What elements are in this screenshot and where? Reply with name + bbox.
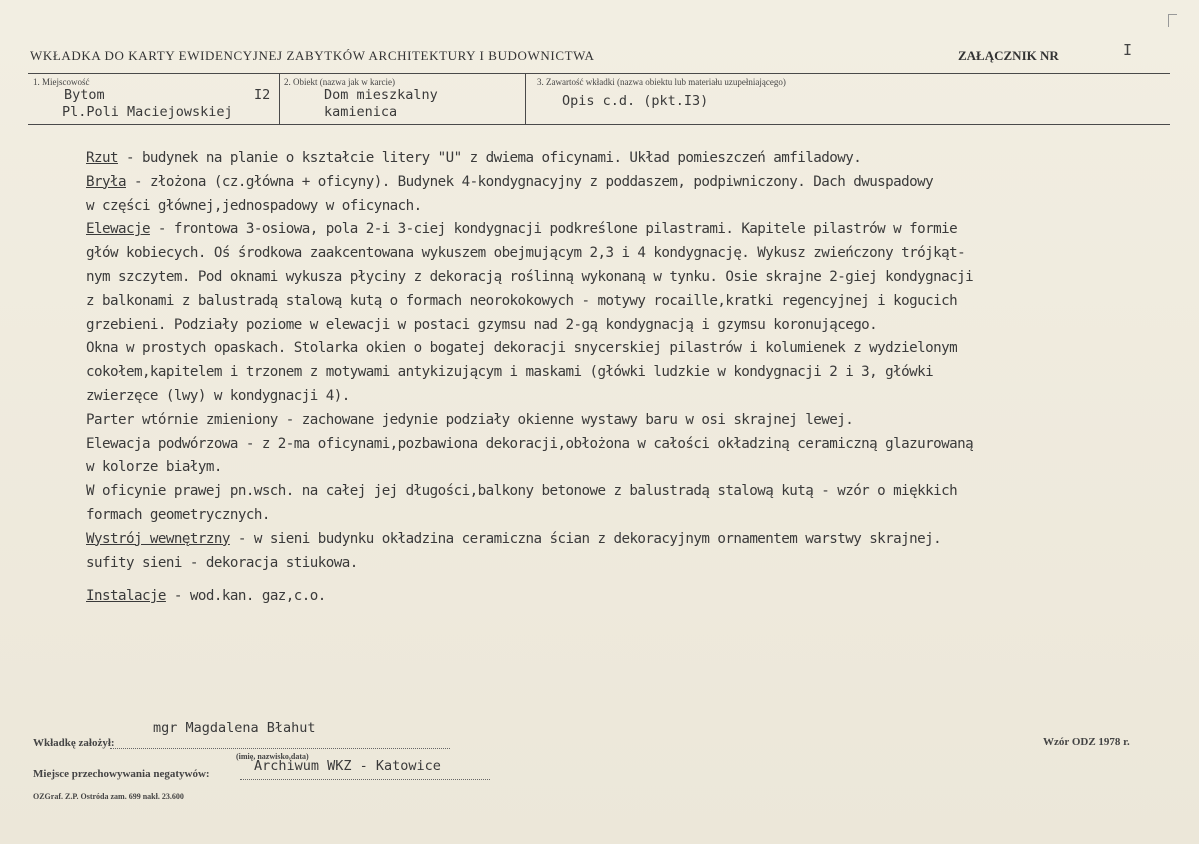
field1-label: 1. Miejscowość xyxy=(33,77,90,87)
field2-line2: kamienica xyxy=(324,104,398,120)
field2-label: 2. Obiekt (nazwa jak w karcie) xyxy=(284,77,395,87)
body-line: Bryła - złożona (cz.główna + oficyny). Budynek 4-kondygnacyjny z poddaszem, podpiwniczony. Dach dwuspadowy xyxy=(86,173,934,190)
author-label: Wkładkę założył: xyxy=(33,737,115,749)
body-line: w kolorze białym. xyxy=(86,459,222,476)
body-line: formach geometrycznych. xyxy=(86,506,270,523)
body-line: Instalacje - wod.kan. gaz,c.o. xyxy=(86,588,326,605)
attachment-number: I xyxy=(1123,41,1133,59)
form-title: WKŁADKA DO KARTY EWIDENCYJNEJ ZABYTKÓW ARCHITEKTURY I BUDOWNICTWA xyxy=(30,48,595,63)
author-dotted-line xyxy=(110,748,450,749)
section-heading-bryla: Bryła xyxy=(86,173,126,190)
body-line: cokołem,kapitelem i trzonem z motywami antykizującym i maskami (główki ludzkie w kondygnacji 2 i 3, główki xyxy=(86,364,934,381)
field-divider-2 xyxy=(525,73,526,124)
section-heading-wystroj: Wystrój wewnętrzny xyxy=(86,530,230,547)
attachment-label: ZAŁĄCZNIK NR xyxy=(958,48,1059,63)
field1-number: I2 xyxy=(254,87,271,103)
author-value: mgr Magdalena Błahut xyxy=(153,720,316,736)
printer-info: OZGraf. Z.P. Ostróda zam. 699 nakł. 23.600 xyxy=(33,792,184,801)
field2-line1: Dom mieszkalny xyxy=(324,87,438,103)
body-line: Wystrój wewnętrzny - w sieni budynku okładzina ceramiczna ścian z dekoracyjnym ornamentem warstwy skrajnej. xyxy=(86,530,942,547)
section-heading-rzut: Rzut xyxy=(86,150,118,166)
field3-value: Opis c.d. (pkt.I3) xyxy=(562,93,709,109)
body-line: w części głównej,jednospadowy w oficynach. xyxy=(86,197,422,214)
corner-mark xyxy=(1168,14,1177,27)
body-line: sufity sieni - dekoracja stiukowa. xyxy=(86,554,358,571)
body-line: Okna w prostych opaskach. Stolarka okien o bogatej dekoracji snycerskiej pilastrów i kolumienek z wydzielonym xyxy=(86,340,958,357)
field3-label: 3. Zawartość wkładki (nazwa obiektu lub materiału uzupełniającego) xyxy=(537,77,786,87)
body-line: głów kobiecych. Oś środkowa zaakcentowana wykuszem obejmującym 2,3 i 4 kondygnację. Wykusz zwieńczony trójkąt- xyxy=(86,245,966,262)
storage-label: Miejsce przechowywania negatywów: xyxy=(33,768,210,780)
field1-line1: Bytom xyxy=(64,87,105,103)
body-line: nym szczytem. Pod oknami wykusza płyciny z dekoracją roślinną wykonaną w tynku. Osie skrajne 2-giej kondygnacji xyxy=(86,268,974,285)
author-hint: (imię, nazwisko,data) xyxy=(236,752,309,761)
storage-value: Archiwum WKZ - Katowice xyxy=(254,758,441,774)
storage-dotted-line xyxy=(240,779,490,780)
field1-line2: Pl.Poli Maciejowskiej xyxy=(62,104,233,120)
form-model: Wzór ODZ 1978 r. xyxy=(1043,736,1130,748)
description-body xyxy=(86,147,1176,609)
body-line: zwierzęce (lwy) w kondygnacji 4). xyxy=(86,387,350,404)
body-line: W oficynie prawej pn.wsch. na całej jej długości,balkony betonowe z balustradą stalową kutą - wzór o miękkich xyxy=(86,483,958,500)
section-heading-instalacje: Instalacje xyxy=(86,588,166,605)
header-rule-bottom xyxy=(28,124,1170,125)
body-line: Elewacja podwórzowa - z 2-ma oficynami,pozbawiona dekoracji,obłożona w całości okładziną ceramiczną glazurowaną xyxy=(86,435,974,452)
body-line: Rzut - budynek na planie o kształcie litery "U" z dwiema oficynami. Układ pomieszczeń amfiladowy. xyxy=(86,150,862,166)
body-line: Parter wtórnie zmieniony - zachowane jedynie podziały okienne wystawy baru w osi skrajnej lewej. xyxy=(86,411,854,428)
header-rule-top xyxy=(28,73,1170,74)
field-divider-1 xyxy=(279,73,280,124)
body-line: z balkonami z balustradą stalową kutą o formach neorokokowych - motywy rocaille,kratki regencyjnej i kogucich xyxy=(86,292,958,309)
body-line: grzebieni. Podziały poziome w elewacji w postaci gzymsu nad 2-gą kondygnacją i gzymsu koronującego. xyxy=(86,316,878,333)
body-line: Elewacje - frontowa 3-osiowa, pola 2-i 3-ciej kondygnacji podkreślone pilastrami. Kapitele pilastrów w formie xyxy=(86,221,958,238)
section-heading-elewacje: Elewacje xyxy=(86,221,150,238)
